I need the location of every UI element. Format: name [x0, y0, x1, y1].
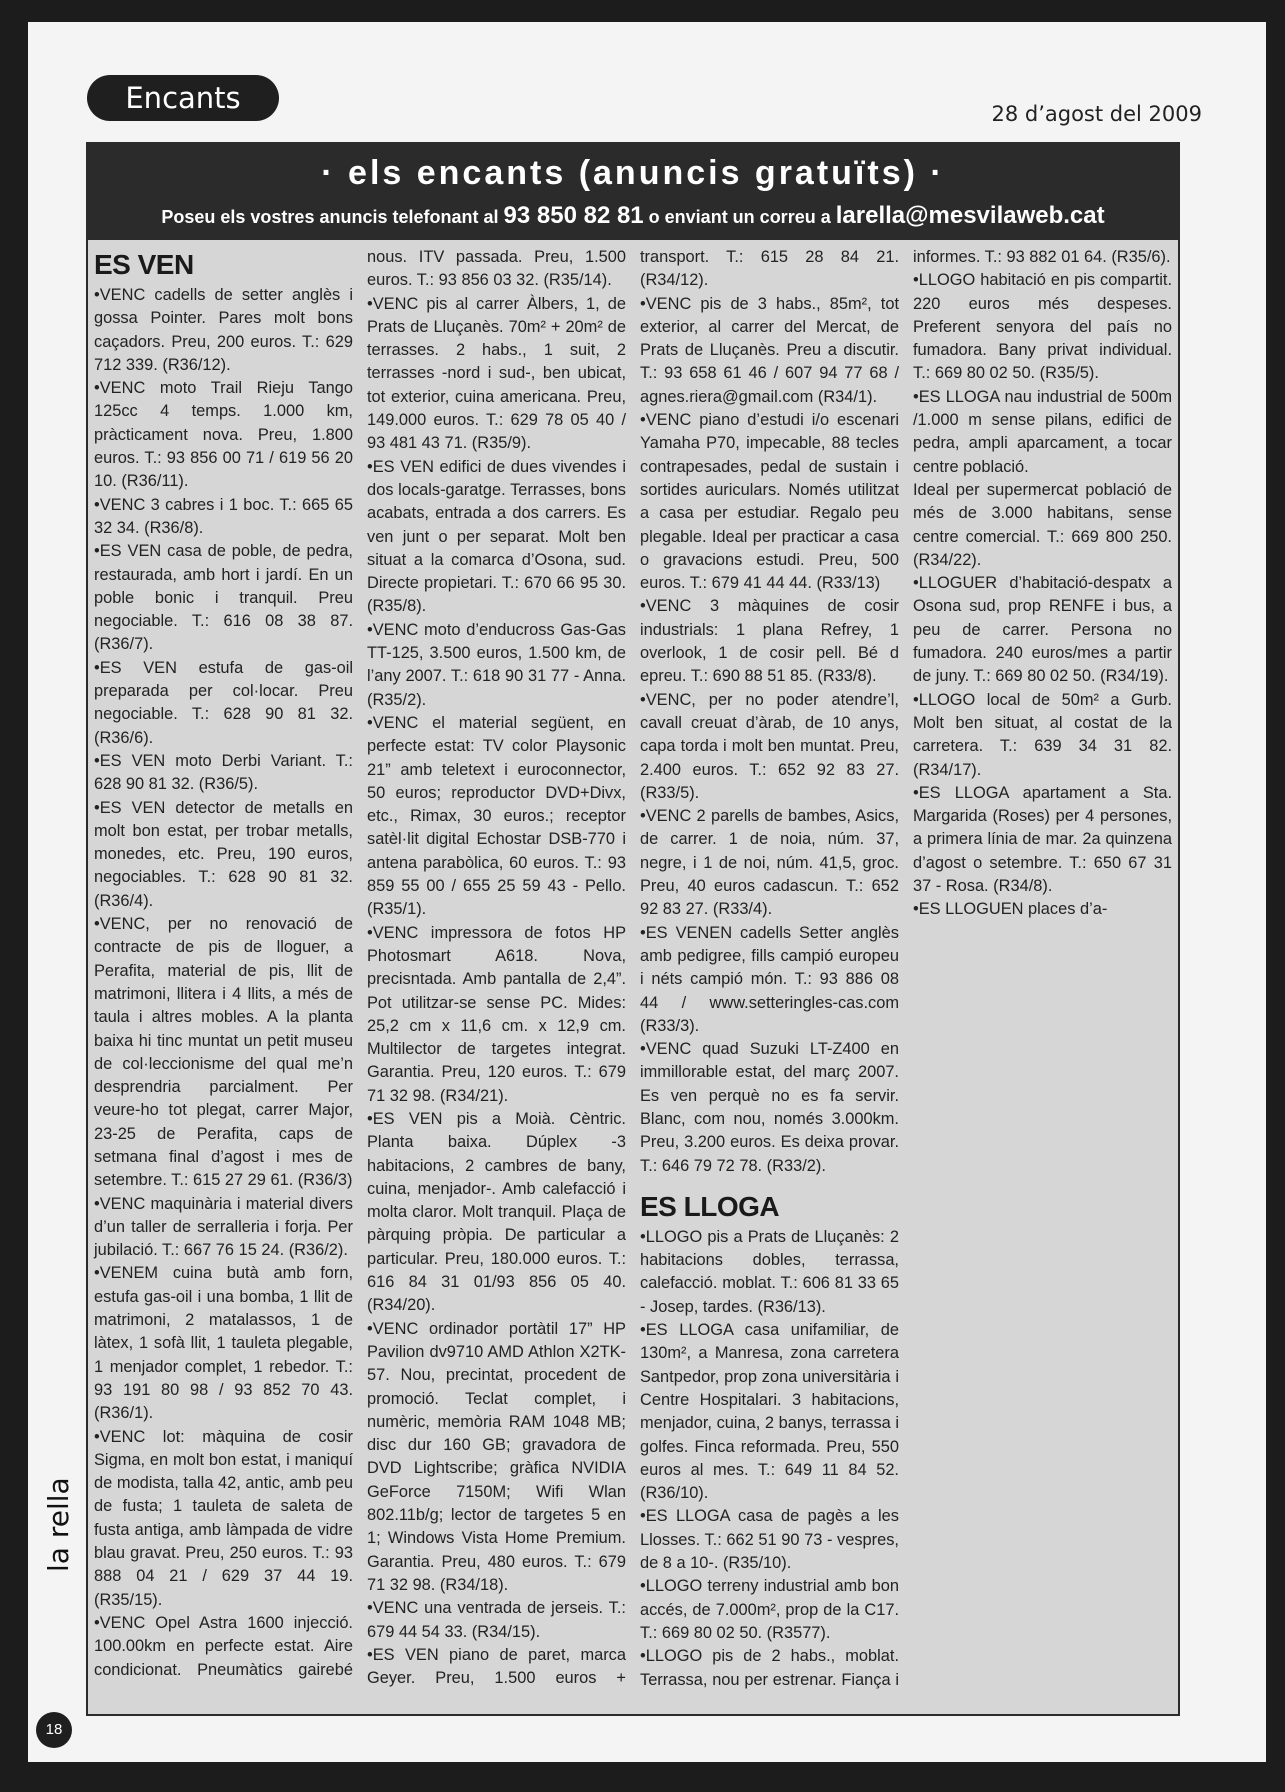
- page-number: 18: [36, 1712, 72, 1748]
- classified-ad: •ES VEN estufa de gas-oil preparada per col·locar. Preu negociable. T.: 628 90 81 32. (R36/6).: [94, 658, 353, 747]
- classified-ad: •ES VEN detector de metalls en molt bon estat, per trobar metalls, monedes, etc. Preu, 190 euros, negociables. T.: 628 90 81 32. (R36/4).: [94, 798, 353, 910]
- classified-ad: •VENC pis al carrer Àlbers, 1, de Prats de Lluçanès. 70m² + 20m² de terrasses. 2 habs., 1 suit, 2 terrasses -nord i sud-, ben ubicat, tot exterior, cuina americana. Preu, 149.000 euros. T.: 629 78 05 40 / 93 481 43 71. (R35/9).: [367, 294, 626, 453]
- classified-ad: •ES VEN pis a Moià. Cèntric. Planta baixa. Dúplex -3 habitacions, 2 cambres de bany, cuina, menjador-. Amb calefacció i molta claror. Molt tranquil. Plaça de pàrquing pròpia. De particular a particular. Preu, 180.000 euros. T.: 616 84 31 01/93 856 05 40. (R34/20).: [367, 1109, 626, 1315]
- classified-ad: •VENC 3 màquines de cosir industrials: 1 plana Refrey, 1 overlook, 1 de cosir pell. Bé d epreu. T.: 690 88 51 85. (R33/8).: [640, 597, 899, 686]
- subtitle-middle: o enviant un correu a: [648, 207, 831, 227]
- classified-ad: •LLOGO pis a Prats de Lluçanès: 2 habitacions dobles, terrassa, calefacció. moblat. T.: 606 81 33 65 - Josep, tardes. (R36/13).: [640, 1227, 899, 1316]
- section-label: Encants: [87, 75, 279, 121]
- issue-date: 28 d’agost del 2009: [991, 102, 1202, 126]
- classified-ad: •ES LLOGA casa unifamiliar, de 130m², a Manresa, zona carretera Santpedor, prop zona universitària i Centre Hospitalari. 3 habitacions, menjador, cuina, 2 banys, terrassa i golfes. Finca reformada. Preu, 550 euros al mes. T.: 649 11 84 52. (R36/10).: [640, 1321, 899, 1503]
- classified-ad: •LLOGO habitació en pis compartit. 220 euros més despeses. Preferent senyora del país no fumadora. Bany privat individual. T.: 669 80 02 50. (R35/5).: [913, 271, 1172, 383]
- classified-ad: •VENC moto d’enducross Gas-Gas TT-125, 3.500 euros, 1.500 km, de l’any 2007. T.: 618 90 31 77 - Anna. (R35/2).: [367, 620, 626, 709]
- classified-ad: •VENC 3 cabres i 1 boc. T.: 665 65 32 34. (R36/8).: [94, 495, 353, 537]
- ads-columns: [94, 246, 1172, 1708]
- classified-ad: •VENC, per no poder atendre’l, cavall creuat d’àrab, de 10 anys, capa torda i molt ben muntat. Preu, 2.400 euros. T.: 652 92 83 27. (R33/5).: [640, 690, 899, 802]
- classified-ad: •VENC pis de 3 habs., 85m², tot exterior, al carrer del Mercat, de Prats de Lluçanès. Preu a discutir. T.: 93 658 61 46 / 607 94 77 68 / agnes.riera@gmail.com (R34/1).: [640, 294, 899, 406]
- classified-ad: •LLOGO local de 50m² a Gurb. Molt ben situat, al costat de la carretera. T.: 639 34 31 82. (R34/17).: [913, 690, 1172, 779]
- classified-ad: •VENC cadells de setter anglès i gossa Pointer. Pares molt bons caçadors. Preu, 200 euros. T.: 629 712 339. (R36/12).: [94, 286, 353, 374]
- classified-ad: •VENC Opel Astra 1600 injecció. 100.00km en perfecte estat. Aire condicionat. Pneumàtics gairebé nous. ITV passada. Preu, 1.500 euros. T.: 93 856 03 32. (R35/14).: [94, 248, 626, 1679]
- classifieds-subtitle: [86, 202, 1180, 230]
- classifieds-header: [86, 142, 1180, 240]
- classified-ad: •VENC quad Suzuki LT-Z400 en immillorable estat, del març 2007. Es ven perquè no es fa servir. Blanc, com nou, només 3.000km. Preu, 3.200 euros. Es deixa provar. T.: 646 79 72 78. (R33/2).: [640, 1040, 899, 1175]
- classified-ad: Ideal per supermercat població de més de 3.000 habitans, sense centre comercial. T.: 669 800 250. (R34/22).: [913, 480, 1172, 569]
- classified-ad: •ES LLOGA apartament a Sta. Margarida (Roses) per 4 persones, a primera línia de mar. 2a quinzena d’agost o setembre. T.: 650 67 31 37 - Rosa. (R34/8).: [913, 783, 1172, 896]
- classified-ad: •VENC 2 parells de bambes, Asics, de carrer. 1 de noia, núm. 37, negre, i 1 de noi, núm. 41,5, groc. Preu, 40 euros cadascun. T.: 652 92 83 27. (R33/4).: [640, 807, 899, 919]
- classified-ad: •VENC lot: màquina de cosir Sigma, en molt bon estat, i maniquí de modista, talla 42, antic, amb peu de fusta; 1 tauleta de saleta de fusta antiga, amb làmpada de vidre blau gravat. Preu, 250 euros. T.: 93 888 04 21 / 629 37 44 19. (R35/15).: [94, 1427, 353, 1609]
- classified-ad: •VENC ordinador portàtil 17” HP Pavilion dv9710 AMD Athlon X2TK-57. Nou, precintat, procedent de promoció. Teclat complet, i numèric, memòria RAM 1048 MB; disc dur 160 GB; gravadora de DVD Lightscribe; gràfica NVIDIA GeForce 7150M; Wifi Wlan 802.11b/g; lector de targetes 5 en 1; Windows Vista Home Premium. Garantia. Preu, 480 euros. T.: 679 71 32 98. (R34/18).: [367, 1319, 626, 1594]
- classified-ad: •VENEM cuina butà amb forn, estufa gas-oil i una bomba, 1 llit de matrimoni, 2 matalassos, 1 de làtex, 1 sofà llit, 1 tauleta plegable, 1 menjador complet, 1 rebedor. T.: 93 191 80 98 / 93 852 70 43. (R36/1).: [94, 1264, 353, 1423]
- classified-ad: •ES LLOGA nau industrial de 500m /1.000 m sense pilans, edifici de pedra, ampli aparcament, a tocar centre població.: [913, 387, 1172, 476]
- classified-ad: •ES VEN edifici de dues vivendes i dos locals-garatge. Terrasses, bons acabats, entrada a dos carrers. Es ven junt o per separat. Molt ben situat a la comarca d’Osona, sud. Directe propietari. T.: 670 66 95 30. (R35/8).: [367, 457, 626, 616]
- contact-phone: 93 850 82 81: [503, 202, 644, 229]
- classified-ad: •LLOGUER d’habitació-despatx a Osona sud, prop RENFE i bus, a peu de carrer. Persona no fumadora. 240 euros/mes a partir de juny. T.: 669 80 02 50. (R34/19).: [913, 574, 1172, 686]
- classified-ad: •ES VENEN cadells Setter anglès amb pedigree, fills campió europeu i néts campió món. T.: 93 886 08 44 / www.setteringles-cas.com (R33/3).: [640, 923, 899, 1035]
- classified-ad: •VENC moto Trail Rieju Tango 125cc 4 temps. 1.000 km, pràcticament nova. Preu, 1.800 euros. T.: 93 856 00 71 / 619 56 20 10. (R36/11).: [94, 379, 353, 491]
- classified-ad: •VENC el material següent, en perfecte estat: TV color Playsonic 21” amb teletext i euroconnector, 50 euros; reproductor DVD+Divx, etc., Rimax, 30 euros.; receptor satèl·lit digital Echostar DSB-770 i antena parabòlica, 60 euros. T.: 93 859 55 00 / 655 25 59 43 - Pello. (R35/1).: [367, 713, 626, 919]
- classified-ad: •ES LLOGA casa de pagès a les Llosses. T.: 662 51 90 73 - vespres, de 8 a 10-. (R35/10).: [640, 1507, 899, 1573]
- classified-ad: •ES VEN casa de poble, de pedra, restaurada, amb hort i jardí. En un poble bonic i tranquil. Preu negociable. T.: 616 08 38 87. (R36/7).: [94, 542, 353, 654]
- classified-ad: •ES VEN piano de paret, marca Geyer. Preu, 1.500 euros + transport. T.: 615 28 84 21. (R34/12).: [367, 248, 899, 1688]
- classified-ad: •VENC piano d’estudi i/o escenari Yamaha P70, impecable, 88 tecles contrapesades, pedal de sustain i sortides auriculars. Només utilitzat a casa per estudiar. Regalo peu plegable. Ideal per practicar a casa o gravacions estudi. Preu, 500 euros. T.: 679 41 44 44. (R33/13): [640, 411, 899, 593]
- classified-ad: •VENC impressora de fotos HP Photosmart A618. Nova, precisntada. Amb pantalla de 2,4”. Pot utilitzar-se sense PC. Mides: 25,2 cm x 11,6 cm. x 12,9 cm. Multilector de targetes integrat. Garantia. Preu, 120 euros. T.: 679 71 32 98. (R34/21).: [367, 923, 626, 1105]
- section-heading: ES LLOGA: [640, 1190, 780, 1222]
- classified-ad: •VENC, per no renovació de contracte de pis de lloguer, a Perafita, material de pis, llit de matrimoni, llitera i 4 llits, a més de taula i altres mobles. A la planta baixa hi tinc muntat un petit museu de col·leccionisme del qual me’n desprendria parcialment. Per veure-ho tot plegat, carrer Major, 23-25 de Perafita, caps de setmana final d’agost i mes de setembre. T.: 615 27 29 61. (R36/3): [94, 915, 353, 1190]
- classified-ad: •ES VEN moto Derbi Variant. T.: 628 90 81 32. (R36/5).: [94, 751, 353, 794]
- newspaper-page: [28, 22, 1266, 1762]
- classified-ad: •LLOGO pis de 2 habs., moblat. Terrassa, nou per estrenar. Fiança i informes. T.: 93 882 01 64. (R35/6).: [640, 248, 1171, 1689]
- classified-ad: •ES LLOGUEN places d’a-: [913, 900, 1108, 919]
- classified-ad: •LLOGO terreny industrial amb bon accés, de 7.000m², prop de la C17. T.: 669 80 02 50. (R3577).: [640, 1577, 899, 1642]
- classifieds-body: [86, 240, 1180, 1716]
- classified-ad: •VENC una ventrada de jerseis. T.: 679 44 54 33. (R34/15).: [367, 1599, 626, 1641]
- classifieds-title: · els encants (anuncis gratuïts) ·: [321, 154, 945, 192]
- publication-name: la rella: [42, 1477, 75, 1572]
- contact-email: larella@mesvilaweb.cat: [835, 202, 1105, 229]
- classified-ad: •VENC maquinària i material divers d’un taller de serralleria i forja. Per jubilació. T.: 667 76 15 24. (R36/2).: [94, 1194, 353, 1260]
- subtitle-prefix: Poseu els vostres anuncis telefonant al: [161, 207, 499, 227]
- section-heading: ES VEN: [94, 249, 194, 280]
